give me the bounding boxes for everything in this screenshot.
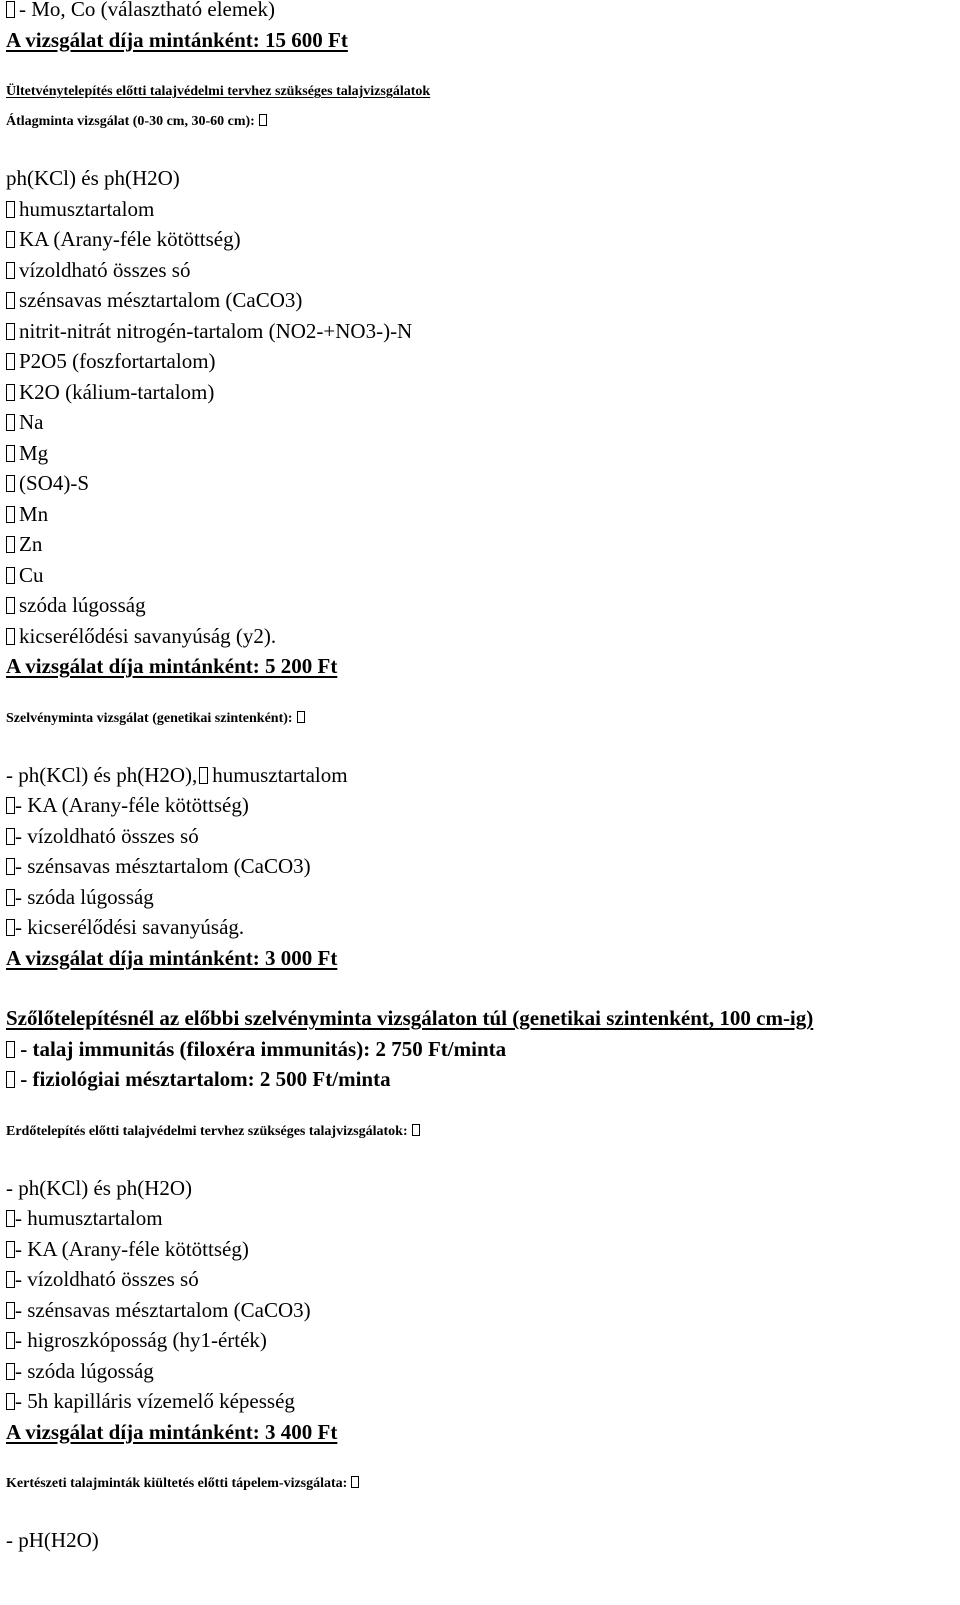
- list-item: [6, 438, 954, 469]
- list-item-text: Cu: [19, 562, 44, 587]
- list-item-text: szénsavas mésztartalom (CaCO3): [19, 288, 303, 312]
- list-item: [6, 499, 954, 530]
- list-item: [6, 851, 954, 882]
- section-heading: [6, 1469, 954, 1499]
- section-heading-text: Erdőtelepítés előtti talajvédelmi tervhez szükséges talajvizsgálatok:: [6, 1123, 408, 1139]
- checkbox-glyph-icon: [6, 323, 15, 340]
- list-item-text: - higroszkóposság (hy1-érték): [15, 1328, 267, 1352]
- list-item: [6, 560, 954, 591]
- list-item-text: vízoldható összes só: [19, 257, 191, 282]
- checkbox-glyph-icon: [6, 1, 15, 18]
- list-item-text: szóda lúgosság: [19, 593, 146, 617]
- list-item: [6, 0, 954, 25]
- checkbox-glyph-icon: [6, 858, 15, 875]
- checkbox-glyph-icon: [199, 767, 208, 784]
- checkbox-glyph-icon: [6, 1241, 15, 1258]
- checkbox-glyph-icon: [6, 201, 15, 218]
- list-item-text: humusztartalom: [19, 196, 155, 221]
- list-item-text: - szóda lúgosság: [15, 1358, 154, 1383]
- list-item-text: kicserélődési savanyúság (y2).: [19, 623, 277, 648]
- list-item: [6, 1203, 954, 1234]
- checkbox-glyph-icon: [6, 1071, 15, 1088]
- list-item: [6, 1234, 954, 1265]
- list-item-text: Mg: [19, 440, 49, 465]
- list-item: - ph(KCl) és ph(H2O): [6, 1175, 193, 1200]
- section-heading: [6, 1117, 954, 1147]
- list-item-text: Mn: [19, 501, 49, 526]
- list-item-text: - fiziológiai mésztartalom: 2 500 Ft/minta: [15, 1067, 391, 1091]
- list-item-text: - ph(KCl) és ph(H2O),: [6, 762, 198, 787]
- checkbox-glyph-icon: [6, 797, 15, 814]
- list-item: [6, 255, 954, 286]
- list-item-text: - szénsavas mésztartalom (CaCO3): [15, 854, 311, 878]
- list-item: [6, 1356, 954, 1387]
- list-item-text: - szóda lúgosság: [15, 884, 154, 909]
- checkbox-glyph-icon: [6, 567, 15, 584]
- list-item: ph(KCl) és ph(H2O): [6, 166, 180, 190]
- list-item: [6, 468, 954, 499]
- section-heading: Szőlőtelepítésnél az előbbi szelvényminta vizsgálaton túl (genetikai szintenként, 100 cm-ig): [6, 1006, 814, 1030]
- list-item: [6, 1325, 954, 1356]
- section-heading-text: Szelvényminta vizsgálat (genetikai szintenként):: [6, 710, 293, 726]
- checkbox-glyph-icon: [412, 1124, 420, 1136]
- section-subheading: [6, 107, 954, 137]
- checkbox-glyph-icon: [6, 475, 15, 492]
- list-item-text: - vízoldható összes só: [15, 1267, 199, 1291]
- list-item: [6, 882, 954, 913]
- checkbox-glyph-icon: [6, 384, 15, 401]
- list-item: [6, 1064, 954, 1095]
- list-item: [6, 821, 954, 852]
- section-heading: [6, 704, 954, 734]
- list-item-text: (SO4)-S: [19, 471, 90, 495]
- list-item-text: Zn: [19, 532, 43, 556]
- checkbox-glyph-icon: [6, 1210, 15, 1227]
- checkbox-glyph-icon: [6, 414, 15, 431]
- checkbox-glyph-icon: [6, 536, 15, 553]
- section-subheading-text: Átlagminta vizsgálat (0-30 cm, 30-60 cm):: [6, 114, 255, 129]
- list-item-text: P2O5 (foszfortartalom): [19, 349, 216, 373]
- list-item: [6, 285, 954, 316]
- checkbox-glyph-icon: [6, 919, 15, 936]
- list-item: [6, 529, 954, 560]
- list-item-text: - Mo, Co (választható elemek): [19, 0, 275, 21]
- checkbox-glyph-icon: [6, 445, 15, 462]
- checkbox-glyph-icon: [6, 231, 15, 248]
- checkbox-glyph-icon: [6, 262, 15, 279]
- checkbox-glyph-icon: [6, 1363, 15, 1380]
- checkbox-glyph-icon: [6, 353, 15, 370]
- list-item: [6, 1264, 954, 1295]
- checkbox-glyph-icon: [6, 628, 15, 645]
- list-item: [6, 316, 954, 347]
- list-item: [6, 621, 954, 652]
- list-item: [6, 1386, 954, 1417]
- list-item-text: - 5h kapilláris vízemelő képesség: [15, 1389, 295, 1413]
- section-heading-text: Kertészeti talajminták kiültetés előtti tápelem-vizsgálata:: [6, 1476, 348, 1491]
- price-line: A vizsgálat díja mintánként: 15 600 Ft: [6, 27, 348, 52]
- list-item: [6, 790, 954, 821]
- analysis-list: [6, 194, 954, 652]
- list-item-text: humusztartalom: [212, 762, 348, 787]
- list-item: [6, 1295, 954, 1326]
- list-item-text: - humusztartalom: [15, 1206, 163, 1230]
- checkbox-glyph-icon: [297, 711, 305, 723]
- list-item-text: Na: [19, 410, 44, 434]
- checkbox-glyph-icon: [6, 292, 15, 309]
- list-item: [6, 224, 954, 255]
- checkbox-glyph-icon: [6, 506, 15, 523]
- list-item: [6, 407, 954, 438]
- document-page: [6, 0, 954, 1556]
- checkbox-glyph-icon: [6, 597, 15, 614]
- checkbox-glyph-icon: [6, 889, 15, 906]
- list-item-text: KA (Arany-féle kötöttség): [19, 227, 241, 251]
- list-item: - pH(H2O): [6, 1528, 99, 1552]
- list-item: [6, 1034, 954, 1065]
- list-item: [6, 346, 954, 377]
- price-line: A vizsgálat díja mintánként: 3 000 Ft: [6, 945, 338, 970]
- checkbox-glyph-icon: [6, 1302, 15, 1319]
- list-item: [6, 760, 954, 791]
- list-item-text: - KA (Arany-féle kötöttség): [15, 1236, 249, 1261]
- list-item: [6, 194, 954, 225]
- checkbox-glyph-icon: [259, 114, 267, 126]
- list-item: [6, 590, 954, 621]
- list-item-text: K2O (kálium-tartalom): [19, 379, 215, 404]
- list-item-text: nitrit-nitrát nitrogén-tartalom (NO2-+NO3-)-N: [19, 318, 413, 343]
- list-item: [6, 377, 954, 408]
- checkbox-glyph-icon: [6, 828, 15, 845]
- price-line: A vizsgálat díja mintánként: 3 400 Ft: [6, 1419, 338, 1444]
- checkbox-glyph-icon: [6, 1332, 15, 1349]
- list-item-text: - talaj immunitás (filoxéra immunitás): 2 750 Ft/minta: [15, 1036, 507, 1061]
- list-item-text: - kicserélődési savanyúság.: [15, 915, 245, 939]
- list-item-text: - KA (Arany-féle kötöttség): [15, 793, 249, 817]
- checkbox-glyph-icon: [6, 1271, 15, 1288]
- checkbox-glyph-icon: [6, 1041, 15, 1058]
- checkbox-glyph-icon: [6, 1393, 15, 1410]
- checkbox-glyph-icon: [351, 1476, 359, 1488]
- list-item-text: - vízoldható összes só: [15, 823, 199, 848]
- price-line: A vizsgálat díja mintánként: 5 200 Ft: [6, 654, 338, 678]
- list-item-text: - szénsavas mésztartalom (CaCO3): [15, 1297, 311, 1322]
- section-heading: Ültetvénytelepítés előtti talajvédelmi tervhez szükséges talajvizsgálatok: [6, 84, 431, 99]
- list-item: [6, 912, 954, 943]
